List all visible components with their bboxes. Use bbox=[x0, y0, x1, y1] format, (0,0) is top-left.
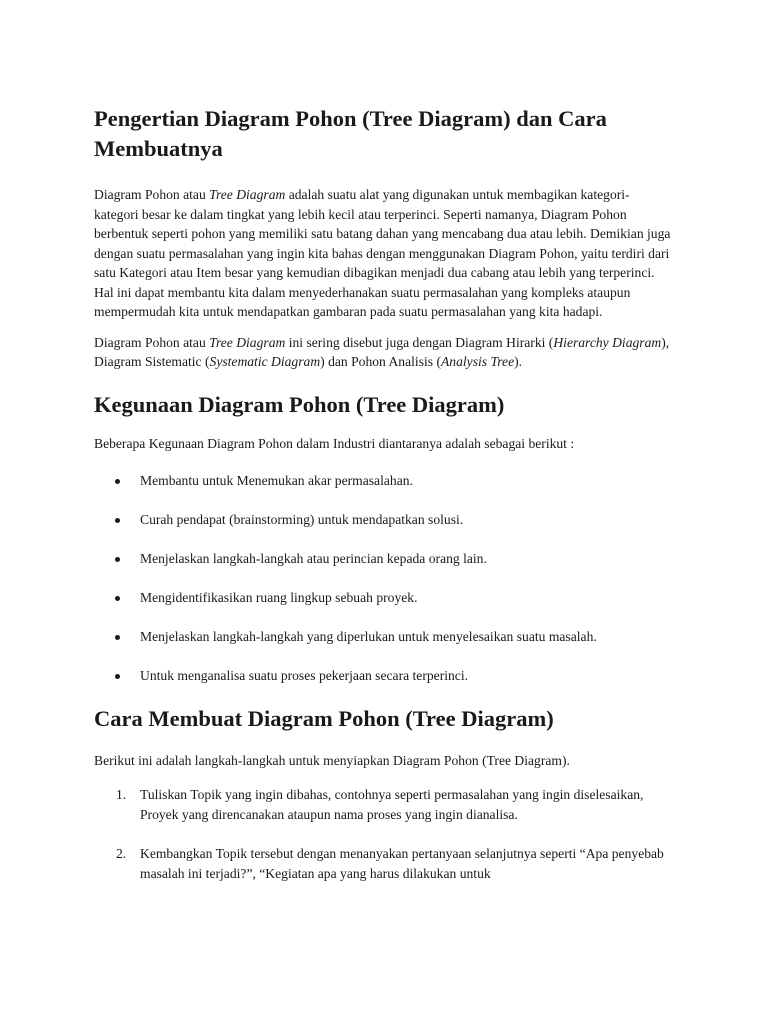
intro-text: adalah suatu alat yang digunakan untuk membagikan kategori-kategori besar ke dalam tingkat yang lebih kecil atau terperinci. Seperti namanya, Diagram Pohon berbentuk seperti pohon yang memiliki satu batang dahan yang mencabang dua atau lebih. Demikian juga dengan suatu permasalahan yang ingin kita bahas dengan menggunakan Diagram Pohon, yaitu terdiri dari satu Kategori atau Item besar yang kemudian dibagikan menjadi dua cabang atau lebih yang terperinci. Hal ini dapat membantu kita dalam menyederhanakan suatu permasalahan yang kompleks ataupun mempermudah kita untuk mendapatkan gambaran pada suatu permasalahan yang kita hadapi. bbox=[94, 187, 671, 319]
bullet-icon bbox=[115, 479, 120, 484]
intro-term: Tree Diagram bbox=[209, 334, 286, 350]
intro-paragraph-2 bbox=[94, 333, 672, 372]
bullet-icon bbox=[115, 518, 120, 523]
bullet-icon bbox=[115, 635, 120, 640]
kegunaan-lead: Beberapa Kegunaan Diagram Pohon dalam Industri diantaranya adalah sebagai berikut : bbox=[94, 435, 575, 451]
intro-text: ), Diagram Sistematic ( bbox=[94, 334, 670, 369]
list-item-text: Menjelaskan langkah-langkah atau perincian kepada orang lain. bbox=[140, 551, 487, 566]
list-item bbox=[94, 588, 672, 608]
cara-heading: Cara Membuat Diagram Pohon (Tree Diagram) bbox=[94, 706, 554, 731]
list-item bbox=[94, 627, 672, 647]
list-item-text: Membantu untuk Menemukan akar permasalahan. bbox=[140, 473, 413, 488]
list-item bbox=[94, 510, 672, 530]
list-item bbox=[94, 666, 672, 686]
cara-steps bbox=[94, 785, 672, 884]
intro-term: Hierarchy Diagram bbox=[553, 334, 662, 350]
intro-text: ini sering disebut juga dengan Diagram Hirarki ( bbox=[285, 334, 554, 350]
step-number: 1. bbox=[116, 786, 127, 802]
step-item bbox=[94, 844, 672, 884]
step-item bbox=[94, 785, 672, 825]
intro-term: Tree Diagram bbox=[209, 187, 286, 202]
kegunaan-heading: Kegunaan Diagram Pohon (Tree Diagram) bbox=[94, 391, 505, 417]
kegunaan-list bbox=[94, 471, 672, 686]
bullet-icon bbox=[115, 674, 120, 679]
intro-text: Diagram Pohon atau bbox=[94, 334, 210, 350]
cara-lead: Berikut ini adalah langkah-langkah untuk menyiapkan Diagram Pohon (Tree Diagram). bbox=[94, 753, 570, 768]
step-number: 2. bbox=[116, 845, 127, 861]
list-item bbox=[94, 471, 672, 491]
intro-term: Analysis Tree bbox=[440, 354, 515, 369]
list-item bbox=[94, 549, 672, 569]
step-text: Tuliskan Topik yang ingin dibahas, contohnya seperti permasalahan yang ingin diselesaikan, Proyek yang direncanakan ataupun nama proses yang ingin dianalisa. bbox=[140, 786, 644, 822]
list-item-text: Menjelaskan langkah-langkah yang diperlukan untuk menyelesaikan suatu masalah. bbox=[140, 629, 597, 644]
intro-text: Diagram Pohon atau bbox=[94, 187, 210, 202]
bullet-icon bbox=[115, 596, 120, 601]
intro-term: Systematic Diagram bbox=[209, 354, 321, 369]
page-title: Pengertian Diagram Pohon (Tree Diagram) dan Cara Membuatnya bbox=[94, 106, 607, 161]
list-item-text: Curah pendapat (brainstorming) untuk mendapatkan solusi. bbox=[140, 512, 464, 527]
step-text: Kembangkan Topik tersebut dengan menanyakan pertanyaan selanjutnya seperti “Apa penyebab masalah ini terjadi?”, “Kegiatan apa yang harus dilakukan untuk bbox=[140, 845, 664, 881]
intro-text: ). bbox=[514, 354, 523, 369]
list-item-text: Untuk menganalisa suatu proses pekerjaan secara terperinci. bbox=[140, 668, 469, 683]
intro-text: ) dan Pohon Analisis ( bbox=[320, 354, 441, 369]
list-item-text: Mengidentifikasikan ruang lingkup sebuah proyek. bbox=[140, 590, 418, 605]
intro-paragraph-1 bbox=[94, 185, 672, 322]
bullet-icon bbox=[115, 557, 120, 562]
